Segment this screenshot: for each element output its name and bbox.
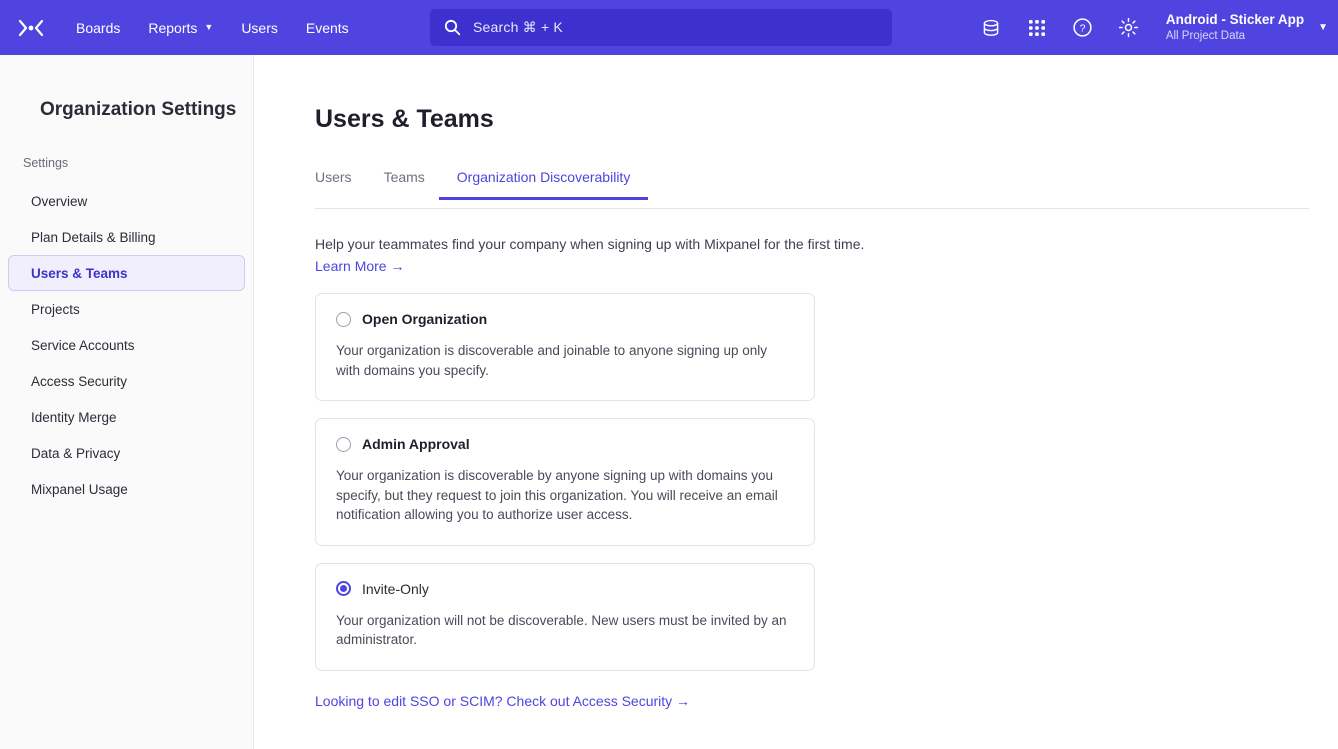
chevron-down-icon: ▼ xyxy=(204,22,214,32)
radio-admin-approval[interactable] xyxy=(336,437,351,452)
sidebar-item-access-security[interactable] xyxy=(8,363,245,399)
sidebar-item-service-accounts[interactable] xyxy=(8,327,245,363)
nav-item-boards[interactable] xyxy=(62,0,134,55)
option-header xyxy=(336,311,792,327)
nav-item-events[interactable] xyxy=(292,0,363,55)
radio-open-organization[interactable] xyxy=(336,312,351,327)
page-title: Users & Teams xyxy=(315,105,494,133)
project-name: Android - Sticker App xyxy=(1165,11,1305,27)
sidebar-item-label: Mixpanel Usage xyxy=(31,481,128,497)
tab-label: Users xyxy=(315,169,352,185)
tab-label: Organization Discoverability xyxy=(456,169,631,185)
search-icon xyxy=(444,19,461,36)
mixpanel-logo-icon[interactable] xyxy=(0,0,62,55)
sidebar-item-data-privacy[interactable] xyxy=(8,435,245,471)
sidebar-item-label: Service Accounts xyxy=(31,337,135,353)
learn-more-link[interactable]: Learn More → xyxy=(315,258,405,274)
sidebar-item-label: Plan Details & Billing xyxy=(31,229,156,245)
nav-item-users[interactable] xyxy=(227,0,292,55)
option-label: Admin Approval xyxy=(362,436,470,453)
section-description: Help your teammates find your company when signing up with Mixpanel for the first time. xyxy=(315,236,865,252)
sidebar-title: Organization Settings xyxy=(40,99,237,120)
sidebar-item-identity-merge[interactable] xyxy=(8,399,245,435)
option-label: Invite-Only xyxy=(362,580,429,597)
option-description: Your organization is discoverable by anyone signing up with domains you specify, but they request to join this organization. You will receive an email notification allowing you to authorize user access. xyxy=(336,468,778,523)
settings-sidebar xyxy=(0,55,254,749)
nav-item-users-label: Users xyxy=(241,19,278,36)
nav-item-reports-label: Reports xyxy=(148,19,198,36)
search-input[interactable] xyxy=(430,9,892,46)
option-header xyxy=(336,581,792,597)
sidebar-item-label: Overview xyxy=(31,193,88,209)
nav-item-events-label: Events xyxy=(305,19,349,36)
sidebar-item-plan-details-billing[interactable] xyxy=(8,219,245,255)
sidebar-item-label: Access Security xyxy=(31,373,128,389)
option-label: Open Organization xyxy=(362,311,488,327)
option-description: Your organization will not be discoverable. New users must be invited by an administrator. xyxy=(336,612,787,648)
sidebar-item-mixpanel-usage[interactable] xyxy=(8,471,245,507)
discoverability-option-open-organization[interactable] xyxy=(315,293,815,401)
apps-grid-icon[interactable] xyxy=(1018,9,1056,47)
radio-invite-only[interactable] xyxy=(336,581,351,596)
sidebar-item-label: Data & Privacy xyxy=(31,445,121,461)
sidebar-item-overview[interactable] xyxy=(8,183,245,219)
data-stack-icon[interactable] xyxy=(972,9,1010,47)
tab-teams[interactable] xyxy=(384,169,425,199)
main-content xyxy=(254,55,1338,749)
sidebar-item-projects[interactable] xyxy=(8,291,245,327)
nav-item-boards-label: Boards xyxy=(76,19,121,36)
option-description: Your organization is discoverable and joinable to anyone signing up only with domains you specify. xyxy=(336,343,768,378)
tab-users[interactable] xyxy=(315,169,352,199)
tab-label: Teams xyxy=(383,169,425,185)
nav-item-reports[interactable] xyxy=(134,0,227,55)
chevron-down-icon: ▼ xyxy=(1318,22,1328,33)
discoverability-option-invite-only[interactable] xyxy=(315,563,815,671)
gear-icon[interactable] xyxy=(1110,9,1148,47)
svg-text:?: ? xyxy=(1079,22,1086,35)
search-placeholder: Search ⌘ + K xyxy=(473,19,563,35)
access-security-link[interactable]: Looking to edit SSO or SCIM? Check out Access Security → xyxy=(315,692,691,709)
sidebar-section-label: Settings xyxy=(23,156,69,170)
top-nav-right-actions xyxy=(968,0,1338,55)
sidebar-item-users-teams[interactable] xyxy=(8,255,245,291)
project-scope: All Project Data xyxy=(1165,29,1246,42)
top-navigation-bar xyxy=(0,0,1338,55)
tab-organization-discoverability[interactable] xyxy=(457,169,631,199)
help-circle-icon[interactable] xyxy=(1064,9,1102,47)
sidebar-item-label: Identity Merge xyxy=(31,409,117,425)
sidebar-item-label: Users & Teams xyxy=(31,265,128,281)
sidebar-item-label: Projects xyxy=(31,301,80,317)
discoverability-option-admin-approval[interactable] xyxy=(315,418,815,546)
project-selector[interactable] xyxy=(1166,12,1328,43)
option-header xyxy=(336,436,792,452)
tab-bar xyxy=(315,169,1309,209)
